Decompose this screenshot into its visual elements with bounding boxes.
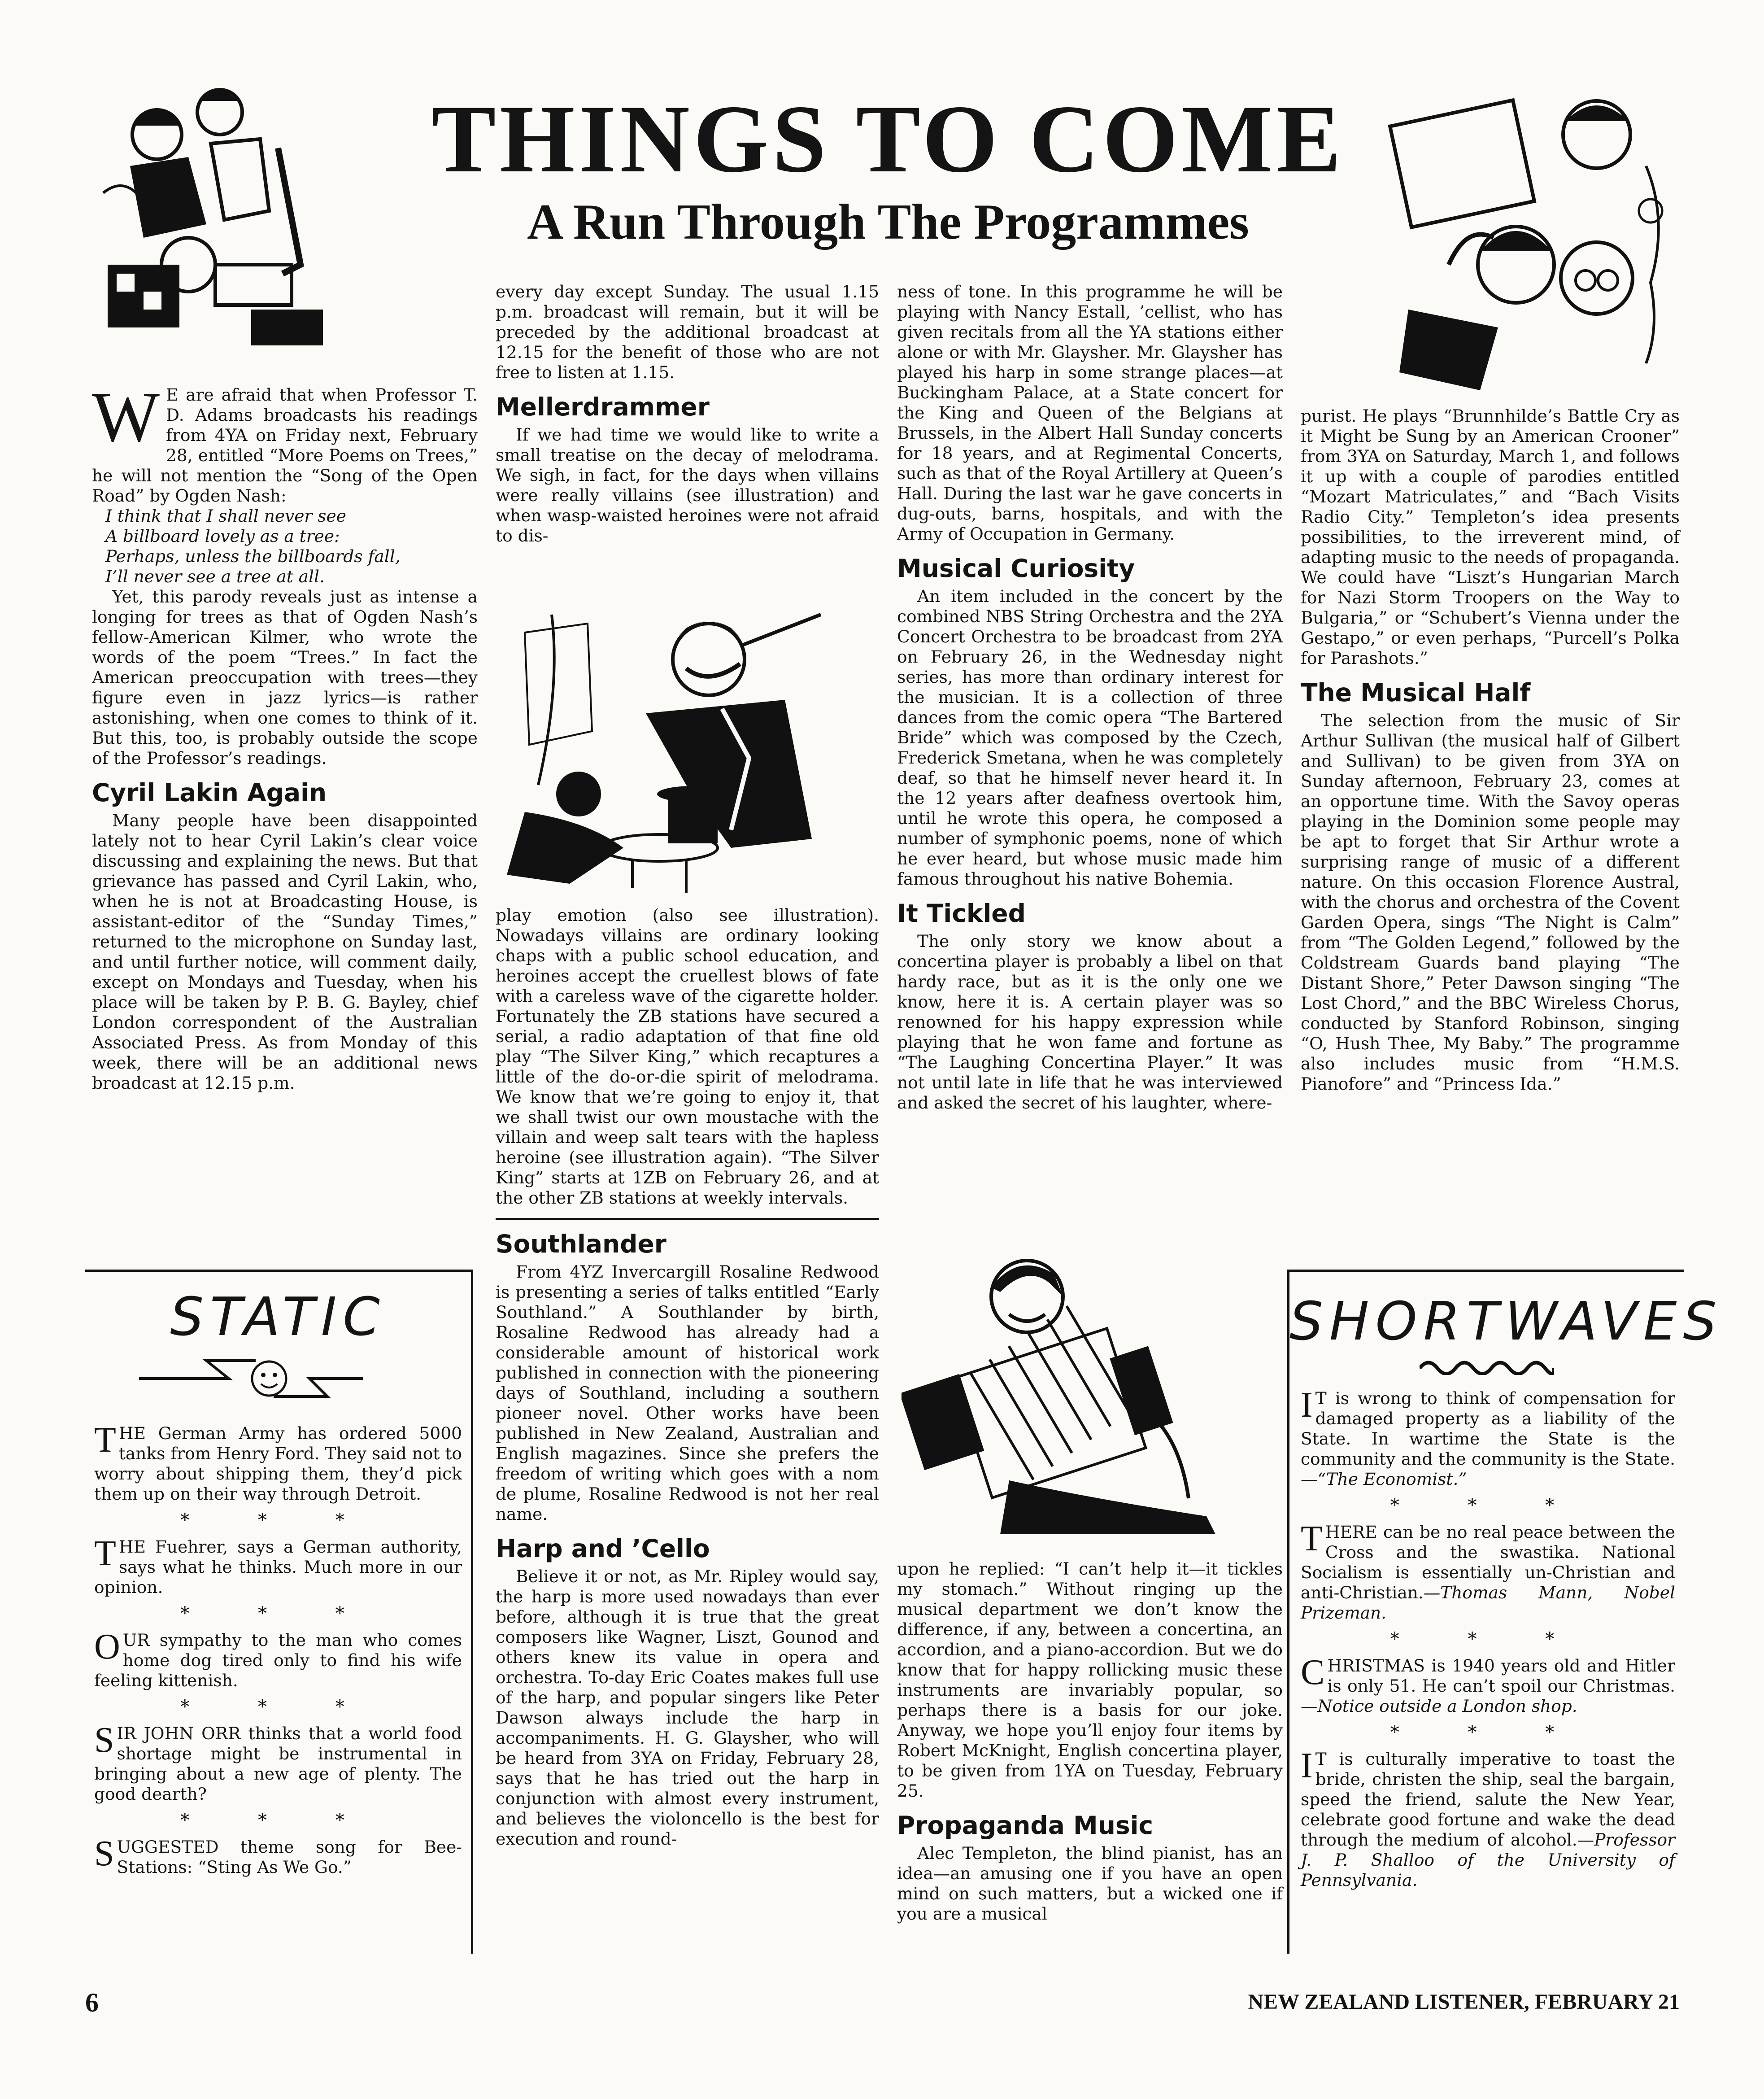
column-2: [496, 282, 879, 546]
section-heading-mellerdrammer: Mellerdrammer: [496, 393, 710, 421]
body-paragraph: The selection from the music of Sir Arthur Sullivan (the musical half of Gilbert and Sullivan) to be given from 3YA on Sunday afternoon, February 23, comes at an opportune time. With the Savoy operas playing in the Dominion some people may be apt to forget that Sir Arthur wrote a surprising range of music of a different nature. On this occasion Florence Austral, with the chorus and orchestra of the Covent Garden Opera, sings “The Night is Calm” from “The Golden Legend,” followed by the Coldstream Guards band playing “The Distant Shore,” Peter Dawson singing “The Lost Chord,” and the BBC Wireless Chorus, conducted by Stanford Robinson, singing “O, Hush Thee, My Baby.” The programme also includes music from “H.M.S. Pianofore” and “Princess Ida.”: [1301, 711, 1680, 1094]
static-item: THE Fuehrer, says a German authority, says what he thinks. Much more in our opinion.: [94, 1534, 462, 1597]
divider: [496, 1218, 879, 1220]
separator-stars: * * *: [180, 1810, 376, 1831]
section-heading-it-tickled: It Tickled: [897, 899, 1026, 928]
body-paragraph: Believe it or not, as Mr. Ripley would say, the harp is more used nowadays than ever before, although it is true that the great composers like Wagner, Liszt, Gounod and others knew its value in opera and orchestra. To-day Eric Coates makes full use of the harp, and popular singers like Peter Dawson always include the harp in accompaniments. H. G. Glaysher, who will be heard from 3YA on Friday, February 28, says that he has tried out the harp in conjunction with almost every instrument, and believes the violoncello is the best for execution and round-: [496, 1567, 879, 1849]
body-paragraph: play emotion (also see illustration). Nowadays villains are ordinary looking chaps with a public school education, and heroines accept the cruellest blows of fate with a careless wave of the cigarette holder. Fortunately the ZB stations have secured a serial, a radio adaptation of that fine old play “The Silver King,” which recaptures a little of the do-or-die spirit of melodrama. We know that we’re going to enjoy it, that we shall twist our own moustache with the villain and weep salt tears with the hapless heroine (see illustration again). “The Silver King” starts at 1ZB on February 26, and at the other ZB stations at weekly intervals.: [496, 905, 879, 1208]
static-box: [85, 1270, 473, 1954]
shortwaves-item: I T is wrong to think of compensation for damaged property as a liability of the State. In wartime the State is the community and the community is the State.—“The Economist.”: [1301, 1385, 1675, 1489]
section-heading-southlander: Southlander: [496, 1230, 666, 1258]
shortwaves-item: I T is culturally imperative to toast the bride, christen the ship, seal the bargain, speed the friend, salute the New Year, celebrate good fortune and wake the dead through the medium of alcohol.—Professor J. P. Shalloo of the University of Pennsylvania.: [1301, 1746, 1675, 1890]
shortwaves-title: SHORTWAVES: [1289, 1290, 1723, 1352]
body-paragraph: Yet, this parody reveals just as intense a longing for trees as that of Ogden Nash’s fellow-American Kilmer, who wrote the words of the poem “Trees.” In fact the American preoccupation with trees—they figure even in jazz lyrics—is rather astonishing, when one comes to think of it. But this, too, is probably outside the scope of the Professor’s readings.: [92, 587, 478, 768]
poem-line: I think that I shall never see: [105, 506, 346, 526]
body-paragraph: ness of tone. In this programme he will be playing with Nancy Estall, ’cellist, who has given recitals from all the YA stations either alone or with Mr. Glaysher. Mr. Glaysher has played his harp in some strange places—at Buckingham Palace, at a State concert for the King and Queen of the Belgians at Brussels, in the Albert Hall Sunday concerts for 18 years, and at Regimental Concerts, such as that of the Royal Artillery at Queen’s Hall. During the last war he gave concerts in dug-outs, barns, hospitals, and with the Army of Occupation in Germany.: [897, 282, 1283, 544]
static-face-icon: [139, 1352, 363, 1405]
column-3-continued: [897, 1559, 1283, 1924]
intro-paragraph: W E are afraid that when Professor T. D. Adams broadcasts his readings from 4YA on Friday next, February 28, entitled “More Poems on Trees,” he will not mention the “Song of the Open Road” by Ogden Nash:: [92, 377, 478, 506]
shortwaves-box: [1287, 1270, 1723, 1954]
column-3: [897, 282, 1283, 1113]
section-heading-propaganda-music: Propaganda Music: [897, 1811, 1154, 1840]
static-item: SUGGESTED theme song for Bee-Stations: “Sting As We Go.”: [94, 1834, 462, 1877]
shortwaves-item: CHRISTMAS is 1940 years old and Hitler is only 51. He can’t spoil our Christmas.—Notice outside a London shop.: [1301, 1653, 1675, 1716]
column-1: [92, 377, 478, 1093]
static-item: SIR JOHN ORR thinks that a world food shortage might be instrumental in bringing about a new age of plenty. The good dearth?: [94, 1720, 462, 1804]
band-illustration: [90, 76, 341, 354]
section-heading-harp-and-cello: Harp and ’Cello: [496, 1534, 710, 1563]
body-paragraph: If we had time we would like to write a small treatise on the decay of melodrama. We sigh, in fact, for the days when villains were really villains (see illustration) and when wasp-waisted heroines were not afraid to dis-: [496, 425, 879, 545]
body-paragraph: every day except Sunday. The usual 1.15 p.m. broadcast will remain, but it will be preceded by the additional broadcast at 12.15 for the benefit of those who are not free to listen at 1.15.: [496, 282, 879, 382]
static-item: THE German Army has ordered 5000 tanks from Henry Ford. They said not to worry about shipping them, they’d pick them up on their way through Detroit.: [94, 1420, 462, 1504]
static-item: OUR sympathy to the man who comes home dog tired only to find his wife feeling kittenish.: [94, 1627, 462, 1690]
separator-stars: * * *: [180, 1510, 376, 1531]
poem-line: Perhaps, unless the billboards fall,: [105, 546, 401, 566]
separator-stars: * * *: [1390, 1629, 1586, 1650]
concertina-player-illustration: [902, 1247, 1283, 1543]
page-subtitle: A Run Through The Programmes: [527, 194, 1249, 250]
body-paragraph: From 4YZ Invercargill Rosaline Redwood is presenting a series of talks entitled “Early Southland.” A Southlander by birth, Rosaline Redwood has already had a considerable amount of historical work published in connection with the pioneering days of Southland, including a southern pioneer novel. Other works have been published in New Zealand, Australian and English magazines. Since she prefers the freedom of writing which goes with a nom de plume, Rosaline Redwood is not her real name.: [496, 1262, 879, 1524]
section-heading-the-musical-half: The Musical Half: [1301, 678, 1531, 707]
page-title: THINGS TO COME: [431, 85, 1345, 192]
separator-stars: * * *: [1390, 1495, 1586, 1516]
body-paragraph: purist. He plays “Brunnhilde’s Battle Cry as it Might be Sung by an American Crooner” from 3YA on Saturday, March 1, and follows it up with a couple of parodies entitled “Mozart Matriculates,” and “Bach Visits Radio City.” Templeton’s idea presents possibilities, to the irreverent mind, of adapting music to the needs of propaganda. We could have “Liszt’s Hungarian March for Nazi Storm Troopers on the Way to Bulgaria,” or “Schubert’s Vienna under the Gestapo,” or even perhaps, “Purcell’s Polka for Parashots.”: [1301, 406, 1680, 668]
body-paragraph: upon he replied: “I can’t help it—it tickles my stomach.” Without ringing up the musical department we don’t know the difference, if any, between a concertina, an accordion, and a piano-accordion. But we do know that for happy rollicking music these instruments are invariably popular, so perhaps there is a basis for our joke. Anyway, we hope you’ll enjoy four items by Robert McKnight, English concertina player, to be given from 1YA on Tuesday, February 25.: [897, 1559, 1283, 1801]
column-4: [1301, 406, 1680, 1094]
wave-ornament-icon: [1420, 1357, 1554, 1375]
static-title: STATIC: [170, 1286, 386, 1348]
separator-stars: * * *: [180, 1603, 376, 1624]
poem-line: A billboard lovely as a tree:: [105, 526, 340, 546]
section-heading-musical-curiosity: Musical Curiosity: [897, 554, 1135, 583]
body-paragraph: Many people have been disappointed lately not to hear Cyril Lakin’s clear voice discussing and explaining the news. But that grievance has passed and Cyril Lakin, who, when he is not at Broadcasting House, is assistant-editor of the “Sunday Times,” returned to the microphone on Sunday last, and until further notice, will comment daily, except on Mondays and Tuesday, when his place will be taken by P. B. G. Bayley, chief London correspondent of the Australian Associated Press. As from Monday of this week, there will be an additional news broadcast at 12.15 p.m.: [92, 811, 478, 1093]
column-2-continued: [496, 905, 879, 1849]
body-paragraph: Alec Templeton, the blind pianist, has an idea—an amusing one if you have an open mind on such matters, but a wicked one if you are a musical: [897, 1843, 1283, 1924]
shortwaves-item: THERE can be no real peace between the Cross and the swastika. National Socialism is essentially un-Christian and anti-Christian.—Thomas Mann, Nobel Prizeman.: [1301, 1519, 1675, 1623]
melodrama-illustration: [498, 597, 879, 902]
musicians-illustration: [1381, 76, 1686, 399]
body-paragraph: An item included in the concert by the combined NBS String Orchestra and the 2YA Concert Orchestra to be broadcast from 2YA on February 26, in the Wednesday night series, has more than ordinary interest for the musician. It is a collection of three dances from the comic opera “The Bartered Bride” which was composed by the Czech, Frederick Smetana, when he was completely deaf, so that he himself never heard it. In the 12 years after deafness overtook him, until he wrote this opera, he composed a number of symphonic poems, none of which he ever heard, but whose music made him famous throughout his native Bohemia.: [897, 586, 1283, 889]
masthead-footer: NEW ZEALAND LISTENER, FEBRUARY 21: [1248, 1990, 1680, 2014]
poem-line: I’ll never see a tree at all.: [105, 567, 325, 586]
body-paragraph: The only story we know about a concertina player is probably a libel on that hardy race, but as it is the only one we know, here it is. A certain player was so renowned for his happy expression while playing that he won fame and fortune as “The Laughing Concertina Player.” It was not until late in life that he was interviewed and asked the secret of his laughter, where-: [897, 931, 1283, 1113]
separator-stars: * * *: [180, 1697, 376, 1717]
section-heading-cyril-lakin: Cyril Lakin Again: [92, 778, 327, 807]
page-number: 6: [85, 1988, 99, 2017]
drop-cap: W: [92, 377, 160, 457]
separator-stars: * * *: [1390, 1722, 1586, 1743]
